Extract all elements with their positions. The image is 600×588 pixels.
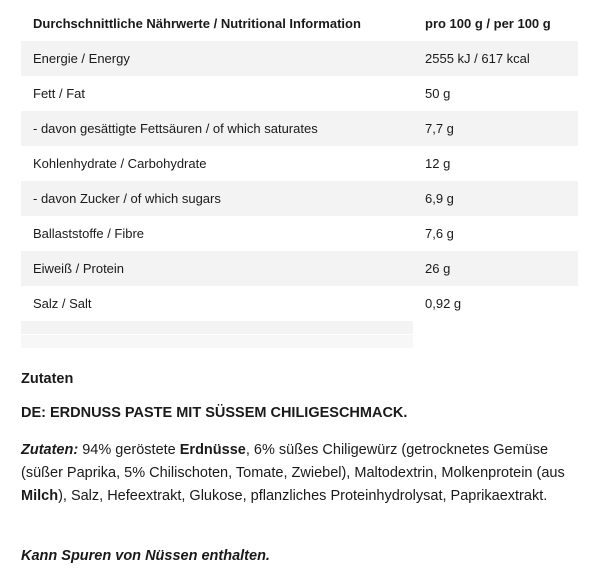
header-label: Durchschnittliche Nährwerte / Nutritional Information <box>33 16 361 31</box>
allergen-milk: Milch <box>21 488 59 504</box>
allergy-warning: Kann Spuren von Nüssen enthalten. <box>21 548 270 564</box>
nutrient-value: 0,92 g <box>425 296 462 311</box>
nutrient-value: 50 g <box>425 86 451 101</box>
nutrient-label: - davon Zucker / of which sugars <box>33 191 221 206</box>
nutrient-value: 7,6 g <box>425 226 454 241</box>
nutrient-value: 12 g <box>425 156 451 171</box>
nutrition-table <box>21 6 578 334</box>
table-row <box>21 286 578 321</box>
nutrient-label: - davon gesättigte Fettsäuren / of which saturates <box>33 121 318 136</box>
nutrient-value: 2555 kJ / 617 kcal <box>425 51 530 66</box>
nutrient-label: Eiweiß / Protein <box>33 261 125 276</box>
ingredients-part: ), Salz, Hefeextrakt, Glukose, pflanzliches Proteinhydrolysat, Paprikaextrakt. <box>58 488 548 504</box>
nutrient-label: Energie / Energy <box>33 51 130 66</box>
nutrient-value: 6,9 g <box>425 191 454 206</box>
product-name: DE: ERDNUSS PASTE MIT SÜSSEM CHILIGESCHMACK. <box>21 405 408 421</box>
ingredients-text <box>21 439 581 508</box>
nutrient-label: Fett / Fat <box>33 86 86 101</box>
ingredients-part: , 6% süßes Chiligewürz (getrocknetes Gemüse (süßer Paprika, 5% Chilischoten, Tomate, Zwiebel), Maltodextrin, Molkenprotein (aus <box>21 442 565 481</box>
ingredients-heading: Zutaten <box>21 371 74 387</box>
table-bottom-strip <box>21 335 413 348</box>
table-row <box>21 111 578 146</box>
nutrient-value: 7,7 g <box>425 121 454 136</box>
ingredients-part: 94% geröstete <box>78 442 180 458</box>
nutrient-label: Ballaststoffe / Fibre <box>33 226 145 241</box>
table-row <box>21 146 578 181</box>
table-row <box>21 41 578 76</box>
table-row <box>21 76 578 111</box>
table-row <box>21 251 578 286</box>
ingredients-label: Zutaten: <box>21 442 79 458</box>
nutrient-value: 26 g <box>425 261 451 276</box>
header-value: pro 100 g / per 100 g <box>425 16 551 31</box>
nutrition-table-header <box>21 6 578 41</box>
allergen-peanut: Erdnüsse <box>179 442 246 458</box>
table-empty-row <box>21 321 578 334</box>
nutrient-label: Kohlenhydrate / Carbohydrate <box>33 156 207 171</box>
table-row <box>21 216 578 251</box>
nutrient-label: Salz / Salt <box>33 296 92 311</box>
table-row <box>21 181 578 216</box>
